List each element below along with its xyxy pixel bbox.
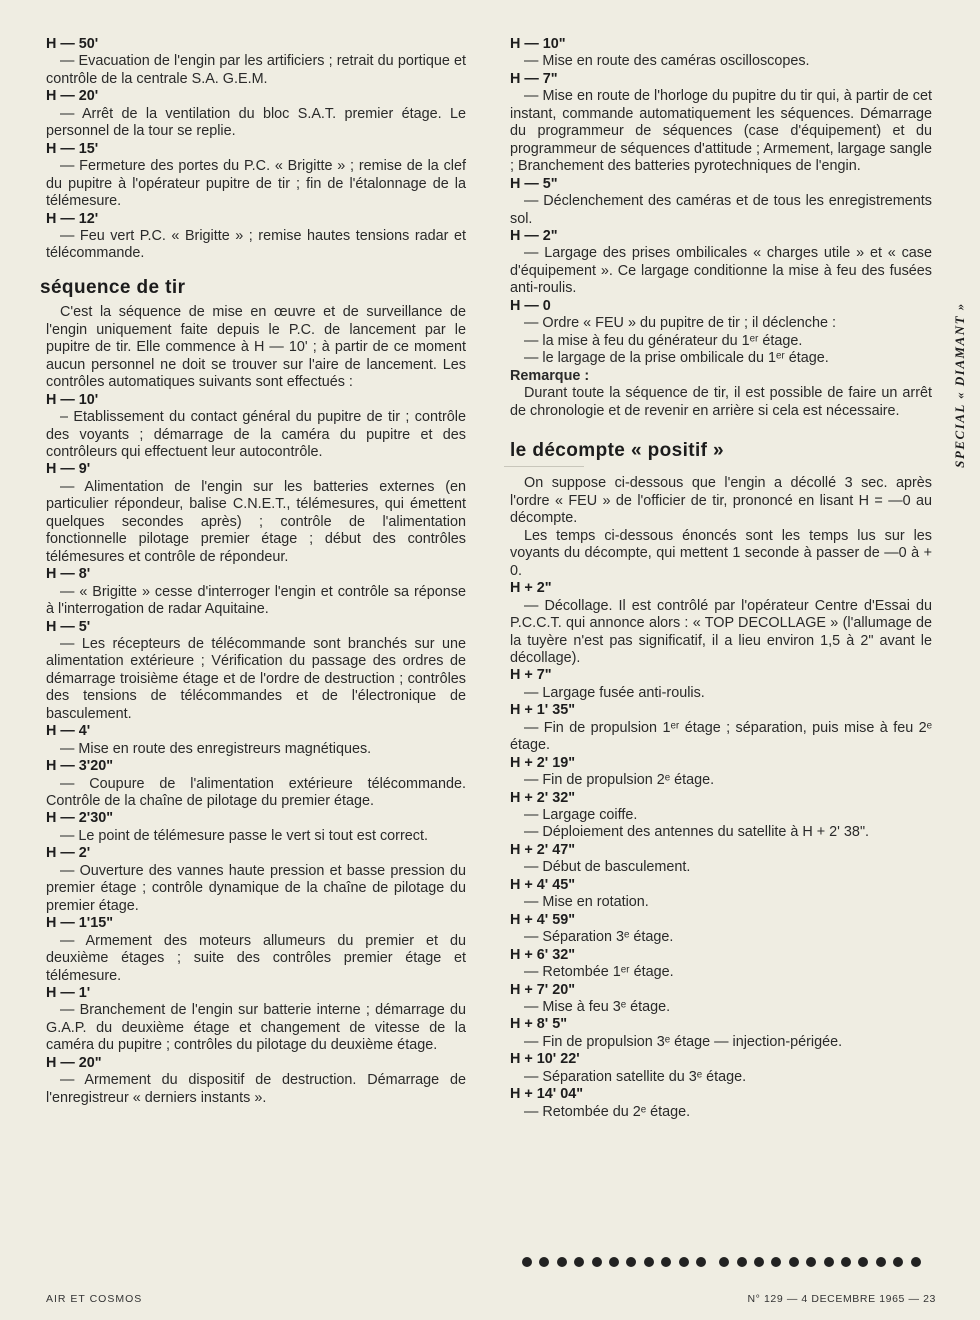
entry-time: H — 2" xyxy=(510,227,558,244)
separator-dot xyxy=(911,1257,921,1267)
separator-dot xyxy=(824,1257,834,1267)
entry-time: H — 20' xyxy=(46,88,99,105)
timeline-entry xyxy=(510,842,932,877)
timeline-entry xyxy=(46,723,466,758)
entry-time: H + 10' 22' xyxy=(510,1051,580,1068)
timeline-entry xyxy=(510,982,932,1017)
entry-time: H — 50' xyxy=(46,36,99,52)
timeline-entry xyxy=(46,915,466,985)
timeline-entry xyxy=(46,211,466,263)
timeline-entry xyxy=(46,141,466,211)
section-heading-decompte-positif: le décompte « positif » xyxy=(510,442,932,459)
entry-text: — Ordre « FEU » du pupitre de tir ; il déclenche : xyxy=(524,315,836,332)
sequence-entries-continued xyxy=(510,36,932,368)
entry-subitem: — Déploiement des antennes du satellite à H + 2' 38". xyxy=(524,824,870,841)
separator-dot xyxy=(806,1257,816,1267)
entry-text: — Le point de télémesure passe le vert si tout est correct. xyxy=(60,827,428,844)
entry-text: — Mise en route de l'horloge du pupitre du tir qui, à partir de cet instant, commande automatiquement les séquences. Démarrage du programmeur de séquences (case d'équipement) et du programmeur de séquences d'attitude ; Armement, largage sangle ; Branchement des batteries pyrotechniques de l'engin. xyxy=(510,88,932,175)
entry-text: — Fermeture des portes du P.C. « Brigitte » ; remise de la clef du pupitre à l'opérateur pupitre de tir ; fin de l'étalonnage de la télémesure. xyxy=(46,158,466,210)
timeline-entry xyxy=(46,461,466,566)
entry-text: – Etablissement du contact général du pupitre de tir ; contrôle des voyants ; démarrage de la caméra du pupitre et des contrôleurs qui effectuent leur autocontrôle. xyxy=(46,409,466,460)
entry-text: — Séparation 3ᵉ étage. xyxy=(524,929,674,946)
timeline-entry xyxy=(510,176,932,228)
separator-dot xyxy=(737,1257,747,1267)
entry-time: H — 0 xyxy=(510,297,551,314)
timeline-entry xyxy=(46,88,466,140)
entry-text: — Séparation satellite du 3ᵉ étage. xyxy=(524,1068,747,1085)
entry-time: H — 10" xyxy=(510,36,566,52)
section-intro-1: On suppose ci-dessous que l'engin a décollé 3 sec. après l'ordre « FEU » de l'officier de tir, prononcé en lisant H = —0 au décompte. xyxy=(510,475,932,527)
entry-time: H + 2' 19" xyxy=(510,754,576,771)
separator-dot xyxy=(661,1257,671,1267)
entry-subitem: — la mise à feu du générateur du 1ᵉʳ étage. xyxy=(524,332,803,349)
timeline-entry xyxy=(46,566,466,618)
timeline-entry xyxy=(46,985,466,1055)
timeline-entry xyxy=(510,912,932,947)
entry-text: — Arrêt de la ventilation du bloc S.A.T. premier étage. Le personnel de la tour se replie. xyxy=(46,105,466,140)
timeline-entry xyxy=(510,71,932,176)
separator-dot xyxy=(609,1257,619,1267)
timeline-entry xyxy=(510,667,932,702)
section-side-label xyxy=(948,270,972,500)
dotted-separator xyxy=(522,1257,921,1267)
entry-text: — Ouverture des vannes haute pression et basse pression du premier étage ; contrôle dynamique de la chaîne de pilotage du premier étage. xyxy=(46,862,466,914)
timeline-entry xyxy=(510,790,932,842)
timeline-entry xyxy=(510,36,932,71)
entry-text: — Mise en rotation. xyxy=(524,894,649,911)
entry-time: H — 8' xyxy=(46,566,91,583)
entry-text: — Largage coiffe. xyxy=(524,807,638,824)
timeline-entry xyxy=(46,36,466,88)
timeline-entry xyxy=(510,298,932,368)
timeline-entry xyxy=(510,1086,932,1121)
separator-dot xyxy=(771,1257,781,1267)
entry-time: H + 2' 32" xyxy=(510,789,576,806)
entry-time: H — 2'30" xyxy=(46,810,114,827)
entry-text: — Branchement de l'engin sur batterie interne ; démarrage du G.A.P. du deuxième étage et changement de vitesse de la caméra du pupitre ; contrôles du pilotage du deuxième étage. xyxy=(46,1002,466,1054)
entry-text: — Fin de propulsion 3ᵉ étage — injection-périgée. xyxy=(524,1033,843,1050)
entry-time: H + 6' 32" xyxy=(510,946,576,963)
right-column xyxy=(510,36,932,1121)
footer-publication: AIR ET COSMOS xyxy=(46,1293,143,1305)
positive-count-entries xyxy=(510,580,932,1121)
timeline-entry xyxy=(510,1051,932,1086)
separator-dot xyxy=(858,1257,868,1267)
entry-time: H + 7' 20" xyxy=(510,981,576,998)
entry-time: H — 1' xyxy=(46,985,91,1002)
timeline-entry xyxy=(46,810,466,845)
entry-text: — Feu vert P.C. « Brigitte » ; remise hautes tensions radar et télécommande. xyxy=(46,227,466,262)
entry-time: H — 15' xyxy=(46,140,99,157)
separator-dot xyxy=(841,1257,851,1267)
timeline-entry xyxy=(510,755,932,790)
entry-text: — Evacuation de l'engin par les artificiers ; retrait du portique et contrôle de la centrale S.A. G.E.M. xyxy=(46,53,466,87)
footer-issue-info: N° 129 — 4 DECEMBRE 1965 — 23 xyxy=(747,1293,936,1305)
entry-text: — Fin de propulsion 2ᵉ étage. xyxy=(524,772,715,789)
separator-dot xyxy=(789,1257,799,1267)
timeline-entry xyxy=(46,845,466,915)
entry-time: H — 3'20" xyxy=(46,758,114,775)
entry-time: H — 1'15" xyxy=(46,915,114,932)
separator-dot xyxy=(592,1257,602,1267)
timeline-entry xyxy=(510,1016,932,1051)
timeline-entry xyxy=(510,702,932,754)
section-intro: C'est la séquence de mise en œuvre et de surveillance de l'engin uniquement faite depuis le P.C. de lancement par le pupitre de tir. Elle commence à H — 10' ; à partir de ce moment aucun personnel ne doit se trouver sur l'aire de lancement. Les contrôles automatiques suivants sont effectués : xyxy=(46,304,466,391)
entry-time: H — 20" xyxy=(46,1054,102,1071)
separator-dot xyxy=(539,1257,549,1267)
entry-time: H + 2" xyxy=(510,580,552,597)
entry-text: — Mise à feu 3ᵉ étage. xyxy=(524,999,671,1016)
timeline-entry xyxy=(510,947,932,982)
entry-time: H — 5' xyxy=(46,618,91,635)
timeline-entry xyxy=(46,619,466,724)
entry-time: H — 5" xyxy=(510,175,558,192)
entry-text: — Fin de propulsion 1ᵉʳ étage ; séparation, puis mise à feu 2ᵉ étage. xyxy=(510,719,932,754)
timeline-entry xyxy=(510,580,932,667)
entry-time: H + 7" xyxy=(510,667,552,684)
entry-text: — Déclenchement des caméras et de tous les enregistrements sol. xyxy=(510,193,932,227)
entry-text: — Armement des moteurs allumeurs du premier et du deuxième étages ; suite des contrôles premier étage et télémesure. xyxy=(46,932,466,984)
timeline-entry xyxy=(510,877,932,912)
separator-dot xyxy=(557,1257,567,1267)
separator-dot xyxy=(644,1257,654,1267)
section-intro-2: Les temps ci-dessous énoncés sont les temps lus sur les voyants du décompte, qui mettent 1 seconde à passer de —0 à + 0. xyxy=(510,527,932,579)
entry-time: H + 4' 59" xyxy=(510,911,576,928)
entry-time: H — 7" xyxy=(510,70,558,87)
separator-dot xyxy=(696,1257,706,1267)
separator-dot xyxy=(754,1257,764,1267)
entry-time: H — 12' xyxy=(46,210,99,227)
entry-text: — Mise en route des enregistreurs magnétiques. xyxy=(60,740,372,757)
separator-dot xyxy=(522,1257,532,1267)
entry-time: H + 4' 45" xyxy=(510,876,576,893)
entry-text: — Mise en route des caméras oscilloscopes. xyxy=(524,53,810,70)
remark-label: Remarque : xyxy=(510,367,590,384)
entry-subitem: — le largage de la prise ombilicale du 1ᵉʳ étage. xyxy=(524,350,829,367)
separator-dot xyxy=(626,1257,636,1267)
section-heading-sequence-de-tir: séquence de tir xyxy=(40,276,186,298)
entry-time: H + 14' 04" xyxy=(510,1086,584,1103)
entry-text: — Retombée du 2ᵉ étage. xyxy=(524,1103,691,1120)
left-column xyxy=(40,36,466,1107)
entry-text: — Décollage. Il est contrôlé par l'opérateur Centre d'Essai du P.C.C.T. qui annonce alors : « TOP DECOLLAGE » (l'allumage de la tuyère n'est pas significatif, il a lieu environ 1,5 à 2" avant le décollage). xyxy=(510,597,932,666)
side-label-text: SPECIAL « DIAMANT » xyxy=(952,302,968,468)
separator-dot xyxy=(679,1257,689,1267)
timeline-entry xyxy=(46,392,466,462)
entry-text: — Largage des prises ombilicales « charges utile » et « case d'équipement ». Ce largage conditionne la mise à feu des fusées anti-roulis. xyxy=(510,245,932,297)
entry-time: H + 8' 5" xyxy=(510,1016,568,1033)
entry-text: — Alimentation de l'engin sur les batteries externes (en particulier répondeur, balise C.N.E.T., télémesures, qui émettent quelques secondes après) ; contrôle de l'alimentation fonctionnelle pilotage premier étage ; début des contrôles télémesures et contrôle de répondeur. xyxy=(46,478,466,565)
entry-text: — Armement du dispositif de destruction. Démarrage de l'enregistreur « derniers instants ». xyxy=(46,1072,466,1106)
entry-time: H — 2' xyxy=(46,845,91,862)
timeline-entry xyxy=(46,758,466,810)
entry-text: — Début de basculement. xyxy=(524,859,691,876)
separator-dot xyxy=(893,1257,903,1267)
intro-entries xyxy=(46,36,466,263)
entry-text: — Retombée 1ᵉʳ étage. xyxy=(524,964,674,981)
entry-time: H — 4' xyxy=(46,723,91,740)
separator-dot xyxy=(719,1257,729,1267)
entry-text: — Coupure de l'alimentation extérieure télécommande. Contrôle de la chaîne de pilotage du premier étage. xyxy=(46,775,466,810)
timeline-entry xyxy=(46,1055,466,1107)
remark-text: Durant toute la séquence de tir, il est possible de faire un arrêt de chronologie et de revenir en arrière si cela est nécessaire. xyxy=(510,385,932,419)
separator-dot xyxy=(876,1257,886,1267)
entry-time: H + 1' 35" xyxy=(510,702,576,719)
sequence-entries xyxy=(46,392,466,1108)
entry-text: — « Brigitte » cesse d'interroger l'engin et contrôle sa réponse à l'interrogation de radar Aquitaine. xyxy=(46,583,466,618)
entry-time: H — 9' xyxy=(46,461,91,478)
entry-text: — Largage fusée anti-roulis. xyxy=(524,684,705,701)
entry-text: — Les récepteurs de télécommande sont branchés sur une alimentation extérieure ; Vérification du passage des ordres de démarrage troisième étage et de l'ordre de destruction ; contrôles des tensions de télécommandes et de l'électronique de basculement. xyxy=(46,635,466,722)
timeline-entry xyxy=(510,228,932,298)
entry-time: H + 2' 47" xyxy=(510,841,576,858)
separator-dot xyxy=(574,1257,584,1267)
entry-time: H — 10' xyxy=(46,391,99,408)
